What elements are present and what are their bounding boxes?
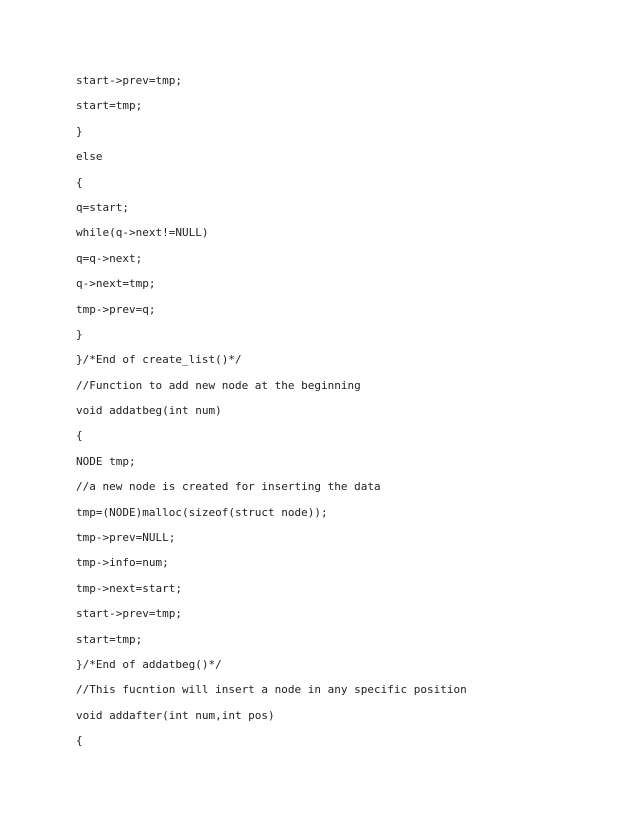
code-line: tmp->next=start; [76, 581, 182, 595]
code-line: }/*End of create_list()*/ [76, 353, 242, 367]
code-listing [76, 74, 467, 760]
code-line: void addatbeg(int num) [76, 404, 222, 418]
code-line: tmp->prev=NULL; [76, 531, 176, 545]
code-line: //a new node is created for inserting the data [76, 480, 381, 494]
code-line: }/*End of addatbeg()*/ [76, 657, 222, 671]
code-line: tmp->info=num; [76, 556, 169, 570]
code-line: else [76, 150, 103, 164]
code-line: start->prev=tmp; [76, 607, 182, 621]
code-line: { [76, 429, 83, 443]
code-line: void addafter(int num,int pos) [76, 708, 275, 722]
code-line: tmp=(NODE)malloc(sizeof(struct node)); [76, 505, 328, 519]
code-line: start=tmp; [76, 632, 143, 646]
code-line: { [76, 734, 83, 748]
code-line: tmp->prev=q; [76, 302, 156, 316]
code-line: NODE tmp; [76, 454, 136, 468]
code-line: q=start; [76, 200, 129, 214]
code-line: } [76, 327, 83, 341]
code-line: { [76, 175, 83, 189]
code-line: start->prev=tmp; [76, 74, 182, 87]
code-line: start=tmp; [76, 99, 143, 113]
code-line: while(q->next!=NULL) [76, 226, 209, 240]
code-line: q->next=tmp; [76, 277, 156, 291]
code-line: q=q->next; [76, 251, 143, 265]
code-line: } [76, 124, 83, 138]
code-line: //Function to add new node at the beginning [76, 378, 361, 392]
code-line: //This fucntion will insert a node in any specific position [76, 683, 467, 697]
